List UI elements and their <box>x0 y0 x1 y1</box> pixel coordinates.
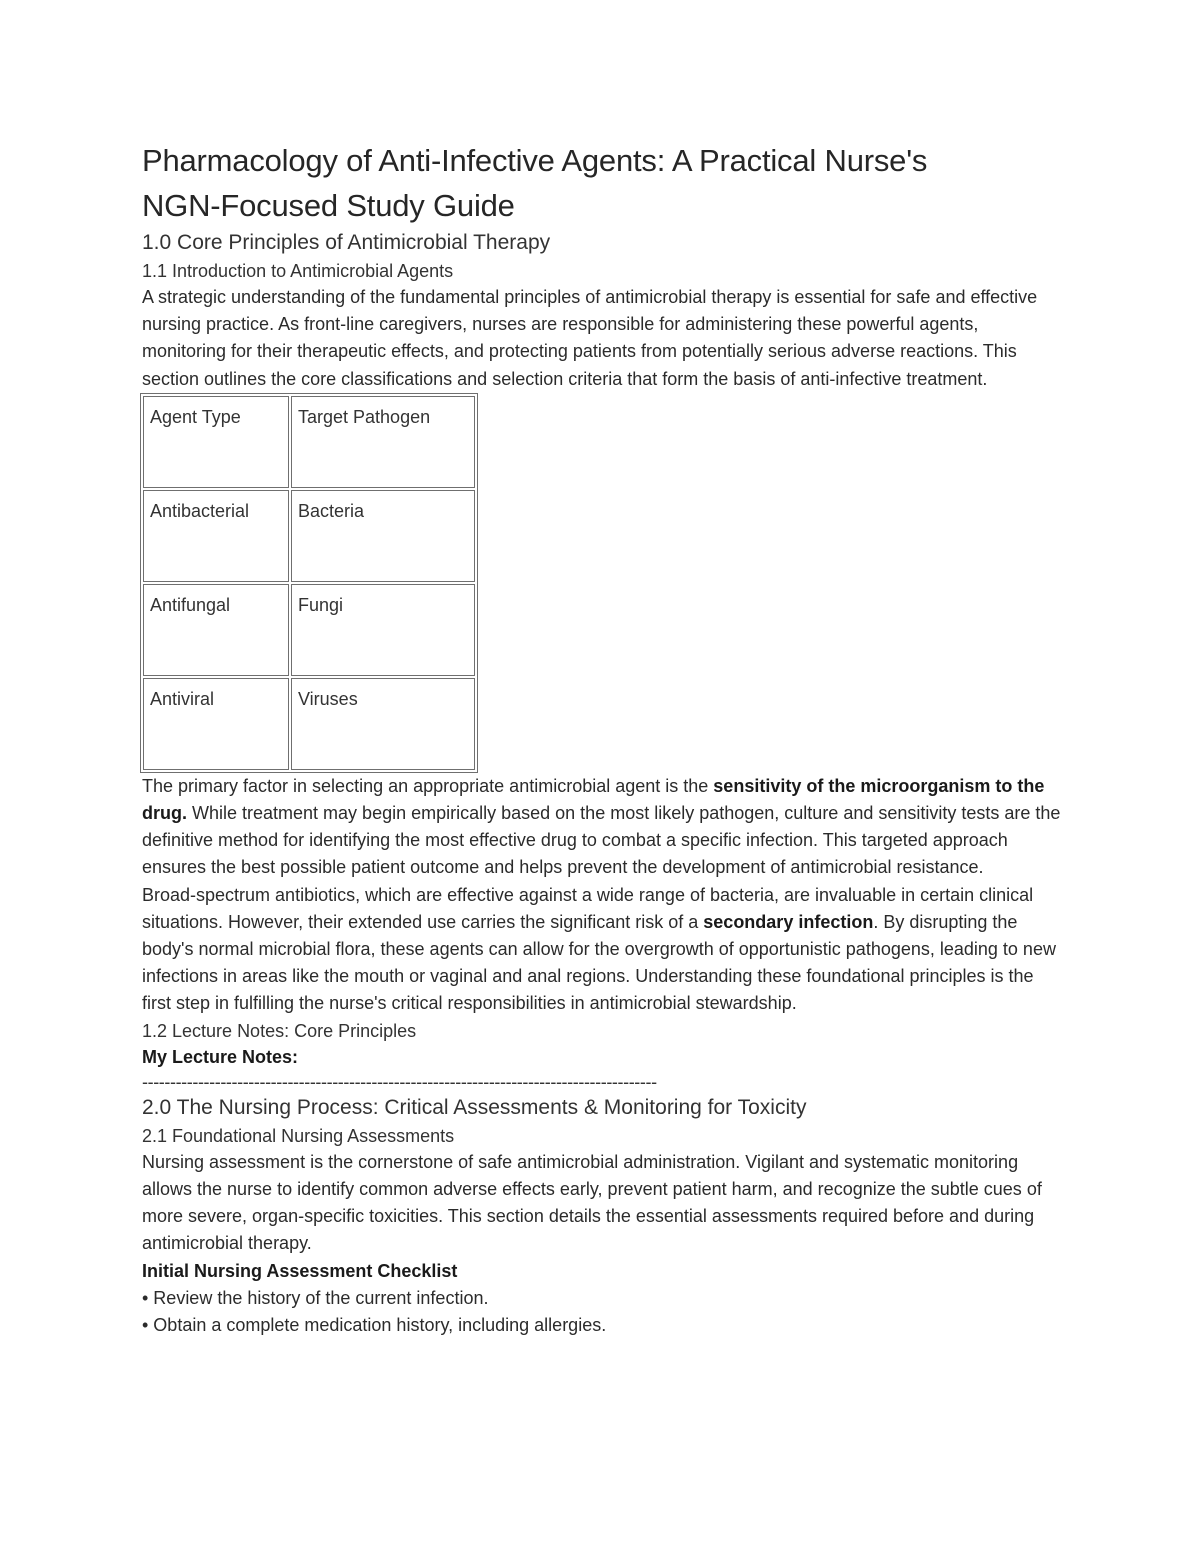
agent-type-table <box>140 393 478 773</box>
lecture-notes-label: My Lecture Notes: <box>142 1046 299 1067</box>
broad-spectrum-text-start: Broad-spectrum antibiotics, which are effective against a wide range of bacteria, are invaluable in certain clinical situations. However, their extended use carries the significant risk of a <box>142 884 1034 932</box>
table-row <box>143 584 475 676</box>
subsection-heading-1-1: 1.1 Introduction to Antimicrobial Agents <box>142 261 454 281</box>
selection-paragraph <box>142 773 1067 882</box>
table-row <box>143 678 475 770</box>
document-title <box>142 138 1067 228</box>
table-header-cell: Agent Type <box>143 396 289 488</box>
checklist-heading: Initial Nursing Assessment Checklist <box>142 1260 458 1281</box>
selection-text-end: While treatment may begin empirically based on the most likely pathogen, culture and sensitivity tests are the definitive method for identifying the most effective drug to combat a specific infection. This targeted approach ensures the best possible patient outcome and helps prevent the development of antimicrobial resistance. <box>142 803 1061 878</box>
table-cell: Fungi <box>291 584 475 676</box>
title-line-2: NGN-Focused Study Guide <box>142 188 515 223</box>
table-header-cell: Target Pathogen <box>291 396 475 488</box>
divider-dash-line: -------------------------------------------------------------------------------------------- <box>142 1071 657 1092</box>
table-cell: Antifungal <box>143 584 289 676</box>
section-heading-1: 1.0 Core Principles of Antimicrobial Therapy <box>142 231 551 254</box>
document-page <box>142 138 1067 1339</box>
assessment-paragraph: Nursing assessment is the cornerstone of safe antimicrobial administration. Vigilant and systematic monitoring allows the nurse to identify common adverse effects early, prevent patient harm, and recognize the subtle cues of more severe, organ-specific toxicities. This section details the essential assessments required before and during antimicrobial therapy. <box>142 1151 1042 1254</box>
table-row <box>143 490 475 582</box>
broad-spectrum-bold-text: secondary infection <box>703 911 874 932</box>
checklist-item: • Obtain a complete medication history, including allergies. <box>142 1315 607 1336</box>
checklist-item: • Review the history of the current infection. <box>142 1287 489 1308</box>
section-heading-2: 2.0 The Nursing Process: Critical Assessments & Monitoring for Toxicity <box>142 1095 807 1119</box>
title-line-1: Pharmacology of Anti-Infective Agents: A Practical Nurse's <box>142 143 928 178</box>
selection-text-start: The primary factor in selecting an appropriate antimicrobial agent is the <box>142 775 714 796</box>
table-cell: Viruses <box>291 678 475 770</box>
subsection-heading-2-1: 2.1 Foundational Nursing Assessments <box>142 1125 455 1146</box>
subsection-heading-1-2: 1.2 Lecture Notes: Core Principles <box>142 1020 417 1041</box>
table-cell: Antiviral <box>143 678 289 770</box>
intro-paragraph: A strategic understanding of the fundamental principles of antimicrobial therapy is essential for safe and effective nursing practice. As front-line caregivers, nurses are responsible for administering these powerful agents, monitoring for their therapeutic effects, and protecting patients from potentially serious adverse reactions. This section outlines the core classifications and selection criteria that form the basis of anti-infective treatment. <box>142 287 1038 389</box>
selection-bold-text: sensitivity of the microorganism to the drug. <box>142 775 1045 824</box>
broad-spectrum-text-end: . By disrupting the body's normal microbial flora, these agents can allow for the overgrowth of opportunistic pathogens, leading to new infections in areas like the mouth or vaginal and anal regions. Understanding these foundational principles is the first step in fulfilling the nurse's critical responsibilities in antimicrobial stewardship. <box>142 911 1056 1014</box>
broad-spectrum-paragraph <box>142 882 1067 1018</box>
table-cell: Bacteria <box>291 490 475 582</box>
table-cell: Antibacterial <box>143 490 289 582</box>
table-header-row <box>143 396 475 488</box>
